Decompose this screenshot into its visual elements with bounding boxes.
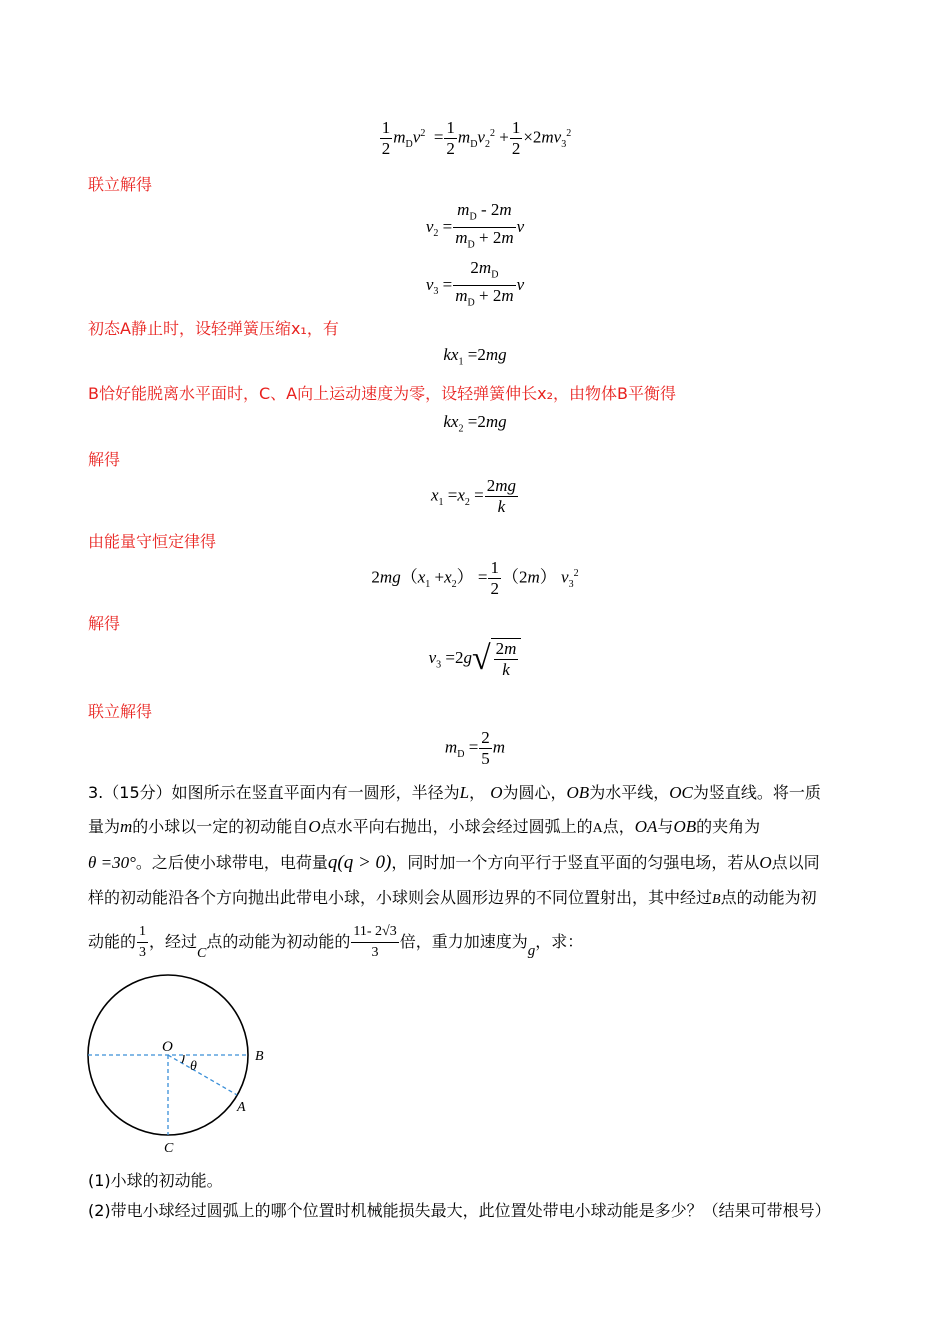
- equation-x1x2: $x_1 =x_2$ = $\frac{2mg}{k}$: [430, 476, 517, 516]
- fraction-one-third: [137, 922, 148, 963]
- label-theta: θ: [190, 1059, 197, 1074]
- problem-line-1: [88, 783, 868, 803]
- problem-line-4: [88, 888, 868, 910]
- problem-text: 点的动能为初动能的: [206, 932, 351, 951]
- problem-text: 为竖直线。将一质: [692, 783, 821, 802]
- var-L: L: [459, 783, 470, 802]
- equation-v3-result: $v_3 =2g√$ $\frac{2m}{k}$: [0, 638, 950, 680]
- var-C: C: [197, 946, 207, 961]
- problem-text: 的小球以一定的初动能自: [132, 817, 309, 836]
- equation-v3: $v_3$ = $\frac{2m_D}{m_D + 2m}$ v: [425, 258, 525, 309]
- var-OA: OA: [634, 817, 658, 836]
- problem-line-5: [88, 922, 868, 965]
- problem-text: 点，: [602, 817, 635, 836]
- label-O: O: [162, 1039, 173, 1055]
- var-O: O: [759, 853, 772, 872]
- var-O: O: [490, 783, 503, 802]
- step-text-1: 联立解得: [88, 175, 153, 194]
- equation-energy: $\frac{1}{2}$ $m_Dv^2$ = $\frac{1}{2}$ $m_Dv_2^2$ + $\frac{1}{2}$ $\times 2mv_3^2$: [381, 118, 572, 158]
- problem-text: 点水平向右抛出，小球会经过圆弧上的: [320, 817, 593, 836]
- question-2: (2)带电小球经过圆弧上的哪个位置时机械能损失最大，此位置处带电小球动能是多少？（结果可带根号）: [88, 1201, 831, 1220]
- step-text-6: 解得: [88, 614, 121, 633]
- problem-text: 为水平线，: [589, 783, 670, 802]
- step-text-5: 由能量守恒定律得: [88, 532, 217, 551]
- step-text-2: 初态A静止时，设轻弹簧压缩x₁，有: [88, 319, 339, 338]
- equation-v2: $v_2$ = $\frac{m_D - 2m}{m_D + 2m}$ v: [425, 200, 525, 251]
- problem-text: ，求：: [535, 932, 584, 951]
- var-O: O: [308, 817, 321, 836]
- equation-kx1: $kx_1 =2mg$: [443, 345, 507, 368]
- var-OB: OB: [673, 817, 697, 836]
- var-g: g: [527, 943, 536, 959]
- problem-text: ，: [469, 783, 486, 802]
- charge-expression: q(q > 0): [327, 852, 392, 873]
- angle-arc: [182, 1055, 184, 1063]
- problem-line-2: [88, 817, 868, 839]
- problem-text: 动能的: [88, 932, 137, 951]
- var-m: m: [120, 817, 133, 836]
- step-text-7: 联立解得: [88, 702, 153, 721]
- label-A: A: [237, 1100, 246, 1115]
- radius-line-OA: [168, 1055, 237, 1095]
- problem-text: 为圆心，: [502, 783, 567, 802]
- problem-text: 倍，重力加速度为: [399, 932, 528, 951]
- problem-text: 的夹角为: [696, 817, 761, 836]
- var-B: B: [712, 892, 721, 907]
- problem-text: ，经过: [149, 932, 198, 951]
- problem-text: 。之后使小球带电，电荷量: [135, 853, 328, 872]
- question-1: (1)小球的初动能。: [88, 1171, 223, 1190]
- problem-text: 样的初动能沿各个方向抛出此带电小球，小球则会从圆形边界的不同位置射出，其中经过: [88, 888, 713, 907]
- equation-energy-conservation: $2mg(x_1 +x_2)$ = $\frac{1}{2}$ （2m） $v_3^2$: [371, 558, 579, 598]
- var-A: A: [592, 821, 603, 836]
- fraction-C-energy: [351, 922, 398, 963]
- circle-figure: [80, 968, 280, 1163]
- var-OC: OC: [669, 783, 693, 802]
- fraction-denominator: 3: [139, 945, 147, 960]
- problem-text: 量为: [88, 817, 121, 836]
- fraction-numerator: 11- 2√3: [351, 922, 398, 943]
- label-C: C: [164, 1141, 174, 1156]
- equation-kx2: $kx_2 =2mg$: [443, 412, 507, 435]
- problem-text: ，同时加一个方向平行于竖直平面的匀强电场，若从: [391, 853, 760, 872]
- problem-text: 如图所示在竖直平面内有一圆形，半径为: [171, 783, 460, 802]
- step-text-4: 解得: [88, 450, 121, 469]
- var-OB: OB: [566, 783, 590, 802]
- problem-text: 与: [657, 817, 674, 836]
- problem-text: 点以同: [771, 853, 820, 872]
- step-text-3: B恰好能脱离水平面时，C、A向上运动速度为零，设轻弹簧伸长x₂，由物体B平衡得: [88, 384, 676, 403]
- problem-text: 点的动能为初: [720, 888, 817, 907]
- problem-number: 3.（15分）: [88, 783, 172, 802]
- label-B: B: [255, 1049, 264, 1064]
- problem-line-3: [88, 853, 868, 873]
- fraction-numerator: 1: [137, 922, 148, 943]
- theta-value: θ =30°: [88, 853, 136, 872]
- fraction-denominator: 3: [371, 945, 379, 960]
- equation-mD: $m_D$ = $\frac{2}{5}$ m: [444, 728, 506, 768]
